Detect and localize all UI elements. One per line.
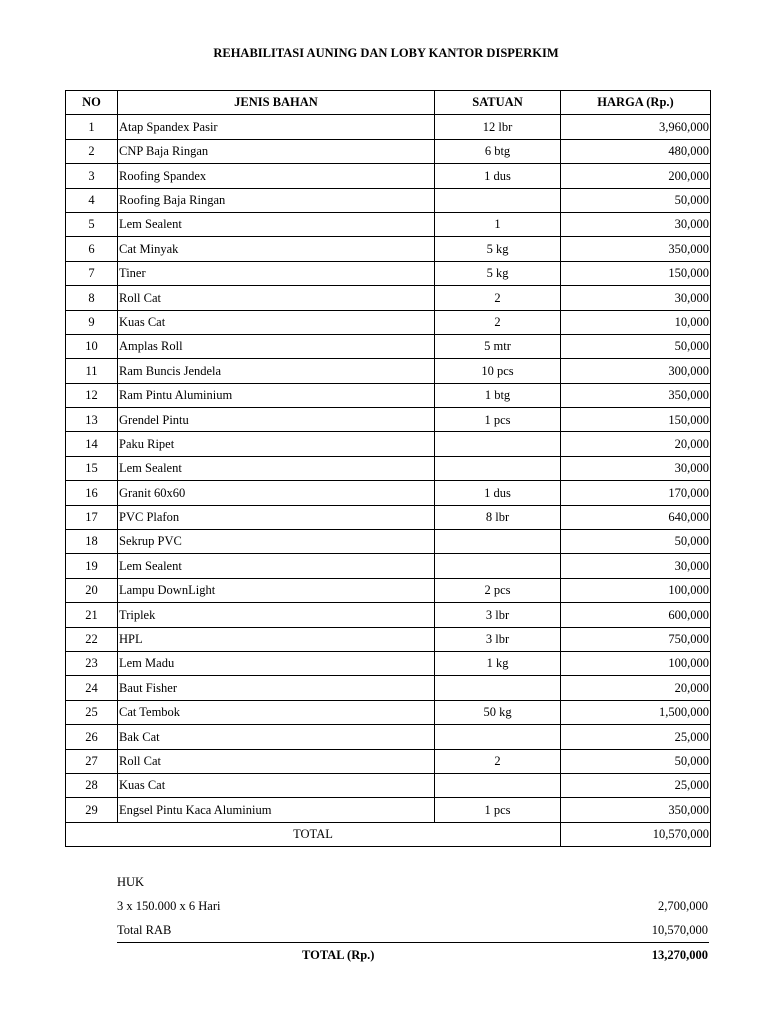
row-no: 14 bbox=[66, 432, 118, 456]
row-item: Tiner bbox=[118, 261, 435, 285]
row-item: CNP Baja Ringan bbox=[118, 139, 435, 163]
row-price: 10,000 bbox=[561, 310, 711, 334]
row-item: HPL bbox=[118, 627, 435, 651]
table-row bbox=[66, 334, 711, 358]
row-price: 100,000 bbox=[561, 578, 711, 602]
row-price: 50,000 bbox=[561, 749, 711, 773]
table-row bbox=[66, 359, 711, 383]
row-item: Paku Ripet bbox=[118, 432, 435, 456]
table-row bbox=[66, 310, 711, 334]
row-price: 200,000 bbox=[561, 164, 711, 188]
total-value: 10,570,000 bbox=[561, 822, 711, 846]
rab-value: 10,570,000 bbox=[651, 923, 708, 937]
table-total-row bbox=[66, 822, 711, 846]
header-no: NO bbox=[66, 91, 118, 115]
row-item: Granit 60x60 bbox=[118, 481, 435, 505]
row-item: Engsel Pintu Kaca Aluminium bbox=[118, 798, 435, 822]
row-unit: 5 mtr bbox=[435, 334, 561, 358]
table-row bbox=[66, 383, 711, 407]
row-item: PVC Plafon bbox=[118, 505, 435, 529]
row-item: Roll Cat bbox=[118, 286, 435, 310]
row-no: 27 bbox=[66, 749, 118, 773]
table-row bbox=[66, 773, 711, 797]
document-title: REHABILITASI AUNING DAN LOBY KANTOR DISPERKIM bbox=[213, 46, 559, 60]
row-no: 4 bbox=[66, 188, 118, 212]
row-unit: 1 btg bbox=[435, 383, 561, 407]
row-no: 2 bbox=[66, 139, 118, 163]
row-item: Lem Sealent bbox=[118, 456, 435, 480]
row-price: 150,000 bbox=[561, 261, 711, 285]
grand-total-value: 13,270,000 bbox=[651, 948, 708, 962]
table-row bbox=[66, 286, 711, 310]
row-no: 6 bbox=[66, 237, 118, 261]
row-unit bbox=[435, 432, 561, 456]
row-unit: 2 bbox=[435, 749, 561, 773]
row-unit: 1 kg bbox=[435, 651, 561, 675]
row-unit: 50 kg bbox=[435, 700, 561, 724]
table-row bbox=[66, 456, 711, 480]
row-price: 50,000 bbox=[561, 188, 711, 212]
labor-row bbox=[117, 894, 709, 918]
table-row bbox=[66, 554, 711, 578]
row-item: Baut Fisher bbox=[118, 676, 435, 700]
row-item: Lem Sealent bbox=[118, 212, 435, 236]
row-no: 18 bbox=[66, 530, 118, 554]
row-price: 300,000 bbox=[561, 359, 711, 383]
row-item: Sekrup PVC bbox=[118, 530, 435, 554]
huk-row bbox=[117, 870, 709, 894]
row-unit bbox=[435, 188, 561, 212]
row-no: 1 bbox=[66, 115, 118, 139]
table-row bbox=[66, 481, 711, 505]
table-row bbox=[66, 212, 711, 236]
row-item: Atap Spandex Pasir bbox=[118, 115, 435, 139]
row-no: 19 bbox=[66, 554, 118, 578]
grand-total-row bbox=[117, 943, 709, 967]
table-row bbox=[66, 115, 711, 139]
row-price: 170,000 bbox=[561, 481, 711, 505]
row-price: 750,000 bbox=[561, 627, 711, 651]
row-unit: 1 dus bbox=[435, 481, 561, 505]
header-item: JENIS BAHAN bbox=[118, 91, 435, 115]
table-row bbox=[66, 578, 711, 602]
table-row bbox=[66, 408, 711, 432]
table-row bbox=[66, 139, 711, 163]
row-unit: 2 bbox=[435, 286, 561, 310]
row-no: 17 bbox=[66, 505, 118, 529]
table-row bbox=[66, 530, 711, 554]
row-price: 640,000 bbox=[561, 505, 711, 529]
row-unit: 10 pcs bbox=[435, 359, 561, 383]
table-body bbox=[66, 115, 711, 822]
table-row bbox=[66, 603, 711, 627]
row-item: Kuas Cat bbox=[118, 773, 435, 797]
rab-row bbox=[117, 918, 709, 942]
row-unit: 3 lbr bbox=[435, 627, 561, 651]
row-price: 50,000 bbox=[561, 530, 711, 554]
labor-value: 2,700,000 bbox=[658, 899, 708, 913]
row-no: 29 bbox=[66, 798, 118, 822]
row-unit: 3 lbr bbox=[435, 603, 561, 627]
row-price: 600,000 bbox=[561, 603, 711, 627]
row-price: 50,000 bbox=[561, 334, 711, 358]
total-label: TOTAL bbox=[66, 822, 561, 846]
row-item: Triplek bbox=[118, 603, 435, 627]
row-item: Ram Buncis Jendela bbox=[118, 359, 435, 383]
grand-total-label: TOTAL (Rp.) bbox=[302, 948, 375, 962]
row-price: 3,960,000 bbox=[561, 115, 711, 139]
row-price: 25,000 bbox=[561, 725, 711, 749]
table-row bbox=[66, 651, 711, 675]
row-no: 24 bbox=[66, 676, 118, 700]
header-unit: SATUAN bbox=[435, 91, 561, 115]
row-no: 15 bbox=[66, 456, 118, 480]
row-no: 11 bbox=[66, 359, 118, 383]
row-price: 20,000 bbox=[561, 676, 711, 700]
row-no: 12 bbox=[66, 383, 118, 407]
row-no: 20 bbox=[66, 578, 118, 602]
row-item: Kuas Cat bbox=[118, 310, 435, 334]
row-unit: 1 dus bbox=[435, 164, 561, 188]
row-item: Lem Sealent bbox=[118, 554, 435, 578]
row-no: 10 bbox=[66, 334, 118, 358]
table-row bbox=[66, 261, 711, 285]
header-price: HARGA (Rp.) bbox=[561, 91, 711, 115]
row-item: Grendel Pintu bbox=[118, 408, 435, 432]
table-row bbox=[66, 237, 711, 261]
table-row bbox=[66, 432, 711, 456]
row-price: 1,500,000 bbox=[561, 700, 711, 724]
row-no: 28 bbox=[66, 773, 118, 797]
table-row bbox=[66, 164, 711, 188]
row-item: Cat Tembok bbox=[118, 700, 435, 724]
row-item: Roofing Spandex bbox=[118, 164, 435, 188]
labor-label: 3 x 150.000 x 6 Hari bbox=[117, 899, 221, 913]
row-price: 30,000 bbox=[561, 286, 711, 310]
row-item: Roll Cat bbox=[118, 749, 435, 773]
row-no: 23 bbox=[66, 651, 118, 675]
row-price: 350,000 bbox=[561, 237, 711, 261]
row-item: Roofing Baja Ringan bbox=[118, 188, 435, 212]
row-no: 26 bbox=[66, 725, 118, 749]
table-row bbox=[66, 505, 711, 529]
table-row bbox=[66, 749, 711, 773]
table-row bbox=[66, 676, 711, 700]
row-unit: 5 kg bbox=[435, 237, 561, 261]
row-no: 22 bbox=[66, 627, 118, 651]
row-unit: 8 lbr bbox=[435, 505, 561, 529]
row-no: 16 bbox=[66, 481, 118, 505]
row-price: 30,000 bbox=[561, 212, 711, 236]
row-no: 25 bbox=[66, 700, 118, 724]
row-unit: 6 btg bbox=[435, 139, 561, 163]
row-no: 3 bbox=[66, 164, 118, 188]
row-price: 25,000 bbox=[561, 773, 711, 797]
row-price: 350,000 bbox=[561, 383, 711, 407]
row-unit: 2 bbox=[435, 310, 561, 334]
row-unit: 2 pcs bbox=[435, 578, 561, 602]
row-no: 5 bbox=[66, 212, 118, 236]
row-price: 150,000 bbox=[561, 408, 711, 432]
row-price: 30,000 bbox=[561, 456, 711, 480]
table-header-row bbox=[66, 91, 711, 115]
row-price: 20,000 bbox=[561, 432, 711, 456]
table-row bbox=[66, 188, 711, 212]
row-item: Lampu DownLight bbox=[118, 578, 435, 602]
row-no: 21 bbox=[66, 603, 118, 627]
row-unit: 1 pcs bbox=[435, 408, 561, 432]
row-unit bbox=[435, 530, 561, 554]
row-item: Bak Cat bbox=[118, 725, 435, 749]
row-price: 30,000 bbox=[561, 554, 711, 578]
row-unit: 5 kg bbox=[435, 261, 561, 285]
row-unit bbox=[435, 773, 561, 797]
row-price: 480,000 bbox=[561, 139, 711, 163]
table-row bbox=[66, 627, 711, 651]
row-item: Amplas Roll bbox=[118, 334, 435, 358]
row-price: 100,000 bbox=[561, 651, 711, 675]
row-unit bbox=[435, 554, 561, 578]
table-row bbox=[66, 725, 711, 749]
huk-label: HUK bbox=[117, 875, 145, 889]
rab-label: Total RAB bbox=[117, 923, 172, 937]
row-unit: 1 pcs bbox=[435, 798, 561, 822]
row-unit bbox=[435, 676, 561, 700]
row-no: 7 bbox=[66, 261, 118, 285]
row-unit: 1 bbox=[435, 212, 561, 236]
row-item: Lem Madu bbox=[118, 651, 435, 675]
row-unit bbox=[435, 725, 561, 749]
row-unit: 12 lbr bbox=[435, 115, 561, 139]
materials-table bbox=[65, 90, 711, 847]
row-unit bbox=[435, 456, 561, 480]
row-price: 350,000 bbox=[561, 798, 711, 822]
table-row bbox=[66, 700, 711, 724]
table-row bbox=[66, 798, 711, 822]
row-no: 9 bbox=[66, 310, 118, 334]
row-no: 8 bbox=[66, 286, 118, 310]
row-item: Ram Pintu Aluminium bbox=[118, 383, 435, 407]
row-item: Cat Minyak bbox=[118, 237, 435, 261]
row-no: 13 bbox=[66, 408, 118, 432]
